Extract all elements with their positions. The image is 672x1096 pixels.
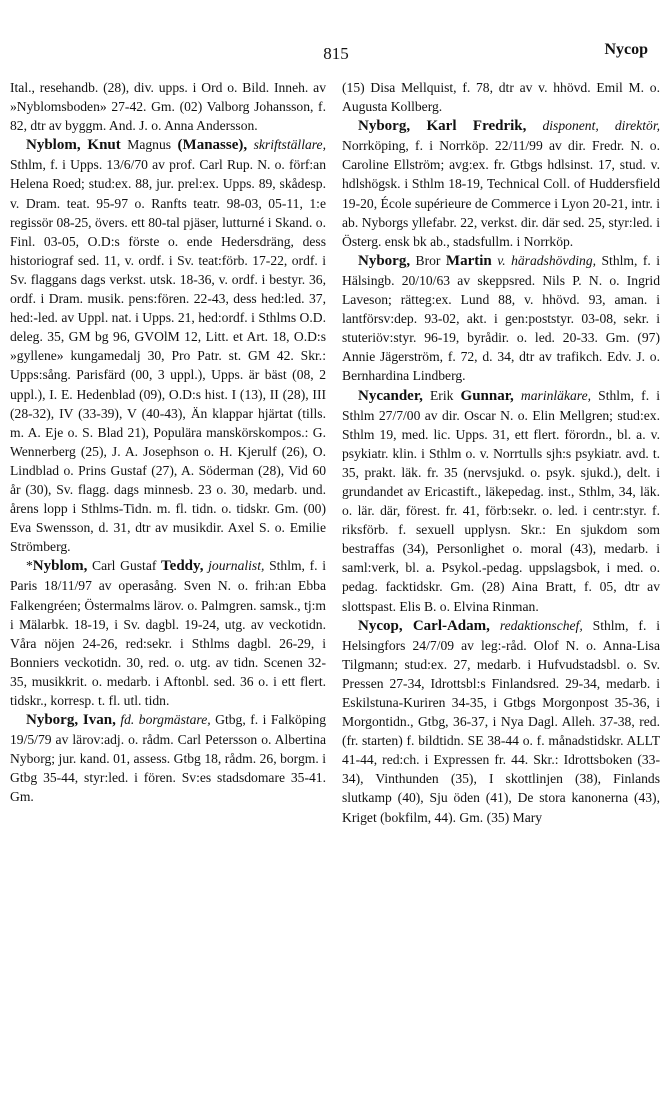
entry-given-names: Magnus — [120, 137, 178, 153]
right-column — [342, 78, 660, 827]
entry-text: Sthlm, f. i Upps. 13/6/70 av prof. Carl Rup. N. o. förf:an Helena Roed; stud:ex. 88, jur. prel:ex. Upps. 89, skådesp. v. Dram. teat. 95-97 o. Ranfts teatr. 98-03, 05-11, 1:e regissör 08-25, övers. ett 80-tal pjäser, lutturné i Skand. o. Finl. 03-05, O.D:s förste o. ende Hedersdräng, dess historiograf sed. 11, v. ordf. i Sv. teat:förb. 17-22, ordf. i Sv. flaggans dags verkst. utsk. 18-36, v. ordf. i bestyr. 36, ordf. i Dram. musik. pens:fören. 22-43, dess hed:led. 37, hed:-led. av Uppl. nat. i Upps. 21, hed:ordf. i Sthlms O.D. deleg. 35, GM bg 96, GVOlM 12, Litt. et Art. 18, O.D:s »gyllene» kungamedalj 30, Pro Patr. st. GM 42. Skr.: Upps:sång. Parisfärd (00, 3 uppl.), Upps. är bäst (08, 2 uppl.), I. E. Hedenblad (09), O.D:s hist. I (13), II (28), III (28-32), IV (33-39), V (40-43), Än klappar hjärtat (tills. m. A. Eje o. S. Blad 21), Populära manskörskompos.: G. Wennerberg (25), J. A. Josephson o. H. Kjerulf (26), O. Lindblad o. Prins Gustaf (27), A. Söderman (28), Vid 60 år (30), Sv. flagg. dags minnesb. 23 o. 30, medarb. und. årens lopp i Sthlms-Tidn. m. fl. tidn. o. tidskr. Gm. (00) Eva Swensson, d. 31, dtr av musikdir. Axel S. o. Emilie Strömberg. — [10, 157, 326, 555]
entry-headword: Nyblom, — [32, 558, 88, 575]
entry-occupation: redaktionschef, — [499, 617, 583, 633]
left-column — [10, 78, 326, 807]
biography-entry — [342, 116, 660, 251]
running-head: Nycop — [604, 41, 648, 58]
entry-continuation — [10, 78, 326, 135]
entry-text: Sthlm, f. i Paris 18/11/97 av operasång. Sven N. o. frih:an Ebba Falkengréen; Östermalms lärov. o. Palmgren. samsk., tj:m i Mälarbk. 18-19, i Sv. dagbl. 19-24, utg. av veckotidn. Våra nöjen 24-26, red:sekr. i Sthlms dagbl. 26-29, i Bonniers veckotidn. 30, red. o. utg. av tidn. Scenen 32-35, musikkrit. o. medarb. i Aftonbl. sed. 36 o. i ett flert. tidskr., korresp. t. fl. utl. tidn. — [10, 558, 326, 708]
entry-occupation: disponent, direktör, — [542, 118, 660, 134]
entry-occupation: fd. borgmästare, — [120, 712, 211, 728]
entry-text: Norrköping, f. i Norrköp. 22/11/99 av dir. Fredr. N. o. Caroline Ellström; avg:ex. fr. Gtbgs hdlsinst. 17, stud. v. hdlshögsk. i Sthlm 18-19, Technical Coll. of Huddersfield 19-20, École supérieure de Commerce i Lyon 20-21, intr. i ab. Nyborgs yllefabr. 22, verkst. dir. där sed. 25, styr:led. i Österg. ensk bk ab., stadsfullm. i Norrköp. — [342, 138, 660, 249]
entry-text: Sthlm, f. i Helsingfors 24/7/09 av leg:-råd. Olof N. o. Anna-Lisa Tilgmann; stud:ex. 27, medarb. i Hufvudstadsbl. o. Sv. Pressen 27-34, Idrottsbl:s Finlandsred. 29-34, medarb. i Eskilstuna-Kuriren 34-35, i Gtbgs Morgonpost 35-36, i Morgontidn., Gtbg, 36-37, i Nya Dagl. Alleh. 37-38, red. (fr. starten) f. bildtidn. SE 38-44 o. f. månadstidskr. ALLT 41-44, red:ch. i Expressen fr. 44. Skr.: Idrottsboken (33-34), Vinthunden (35), I skottlinjen (38), Finlands slutkamp (40), Sju öden (41), De stora kanonerna (43), Kriget (bokfilm, 44). Gm. (35) Mary — [342, 617, 661, 825]
biography-entry — [342, 616, 660, 827]
entry-headword: Nycop, Carl-Adam, — [358, 617, 490, 634]
entry-text: Sthlm, f. i Sthlm 27/7/00 av dir. Oscar N. o. Elin Mellgren; stud:ex. Sthlm 19, med. lic. Upps. 31, ett flert. förordn., bl. a. v. psykiatr. klin. i Sthlm o. v. Norrtulls sjh:s psykiatr. avd. t. 35, prakt. läk. fr. 35 (nervsjukd. o. psyk. sjukd.), delt. i grundandet av Ericastift., läkepedag. inst., Sthlm, 34, läk. o. lär. där, förest. fr. 41, förb:sekr. o. led. i centr:styr. f. riksförb. f. sexuell upplysn. Skr.: En sjukdom som bestraffas (34), Personlighet o. moral (43), medarb. i saml:verk, bl. a. Psykol.-pedag. uppslagsbok, i med. o. pedag. facktidskr. Gm. (28) Aina Bratt, f. 05, dtr av slottspast. Elis B. o. Elvina Rinman. — [342, 387, 661, 614]
entry-occupation: marinläkare, — [520, 387, 592, 403]
entry-headword: Nyblom, Knut — [26, 137, 121, 154]
entry-text: (15) Disa Mellquist, f. 78, dtr av v. hhövd. Emil M. o. Augusta Kollberg. — [342, 80, 660, 115]
entry-headword: Nyborg, Ivan, — [26, 712, 116, 729]
entry-marker: * — [26, 558, 33, 574]
entry-headword: Nycander, — [358, 387, 423, 404]
entry-text: Gtbg, f. i Falköping 19/5/79 av lärov:adj. o. rådm. Carl Petersson o. Albertina Nyborg; jur. kand. 01, assess. Gtbg 18, rådm. 26, borgm. i Gtbg 35-44, styr:led. i fören. Sv:es stadsdomare 35-41. Gm. — [10, 712, 326, 805]
entry-occupation: journalist, — [208, 558, 265, 574]
entry-text: Ital., resehandb. (28), div. upps. i Ord o. Bild. Inneh. av »Nyblomsboden» 27-42. Gm. (02) Valborg Johansson, f. 82, dtr av byggm. And. J. o. Anna Andersson. — [10, 80, 326, 134]
biography-entry — [10, 710, 326, 806]
biography-entry — [10, 135, 326, 556]
entry-occupation: skriftställare, — [253, 137, 326, 153]
entry-given-names: Bror — [410, 252, 446, 268]
entry-given-names: Carl Gustaf — [87, 558, 162, 574]
entry-headword: Nyborg, Karl Fredrik, — [358, 118, 527, 135]
entry-call-name: Gunnar, — [460, 387, 514, 404]
entry-call-name: Teddy, — [161, 558, 204, 575]
entry-occupation: v. häradshövding, — [497, 252, 597, 268]
biography-entry — [342, 386, 660, 616]
entry-headword: Nyborg, — [358, 252, 411, 269]
entry-continuation — [342, 78, 660, 116]
entry-given-names: Erik — [422, 387, 461, 403]
entry-text: Sthlm, f. i Hälsingb. 20/10/63 av skeppsred. Nils P. N. o. Ingrid Laveson; rätteg:ex. Lund 88, v. hhövd. 93, aman. i lantförsv:dep. 93-02, akt. i gen:poststyr. 03-08, sekr. i stuteriöv:styr. 96-19, byrådir. o. led. 20-33. Gm. (97) Annie Jägerström, f. 72, d. 34, dtr av trafikch. Edv. J. o. Bernhardina Lindberg. — [342, 252, 660, 384]
page-number: 815 — [323, 44, 349, 63]
biography-entry — [10, 556, 326, 710]
biography-entry — [342, 251, 660, 386]
entry-call-name: (Manasse), — [177, 137, 248, 154]
entry-call-name: Martin — [445, 252, 492, 269]
